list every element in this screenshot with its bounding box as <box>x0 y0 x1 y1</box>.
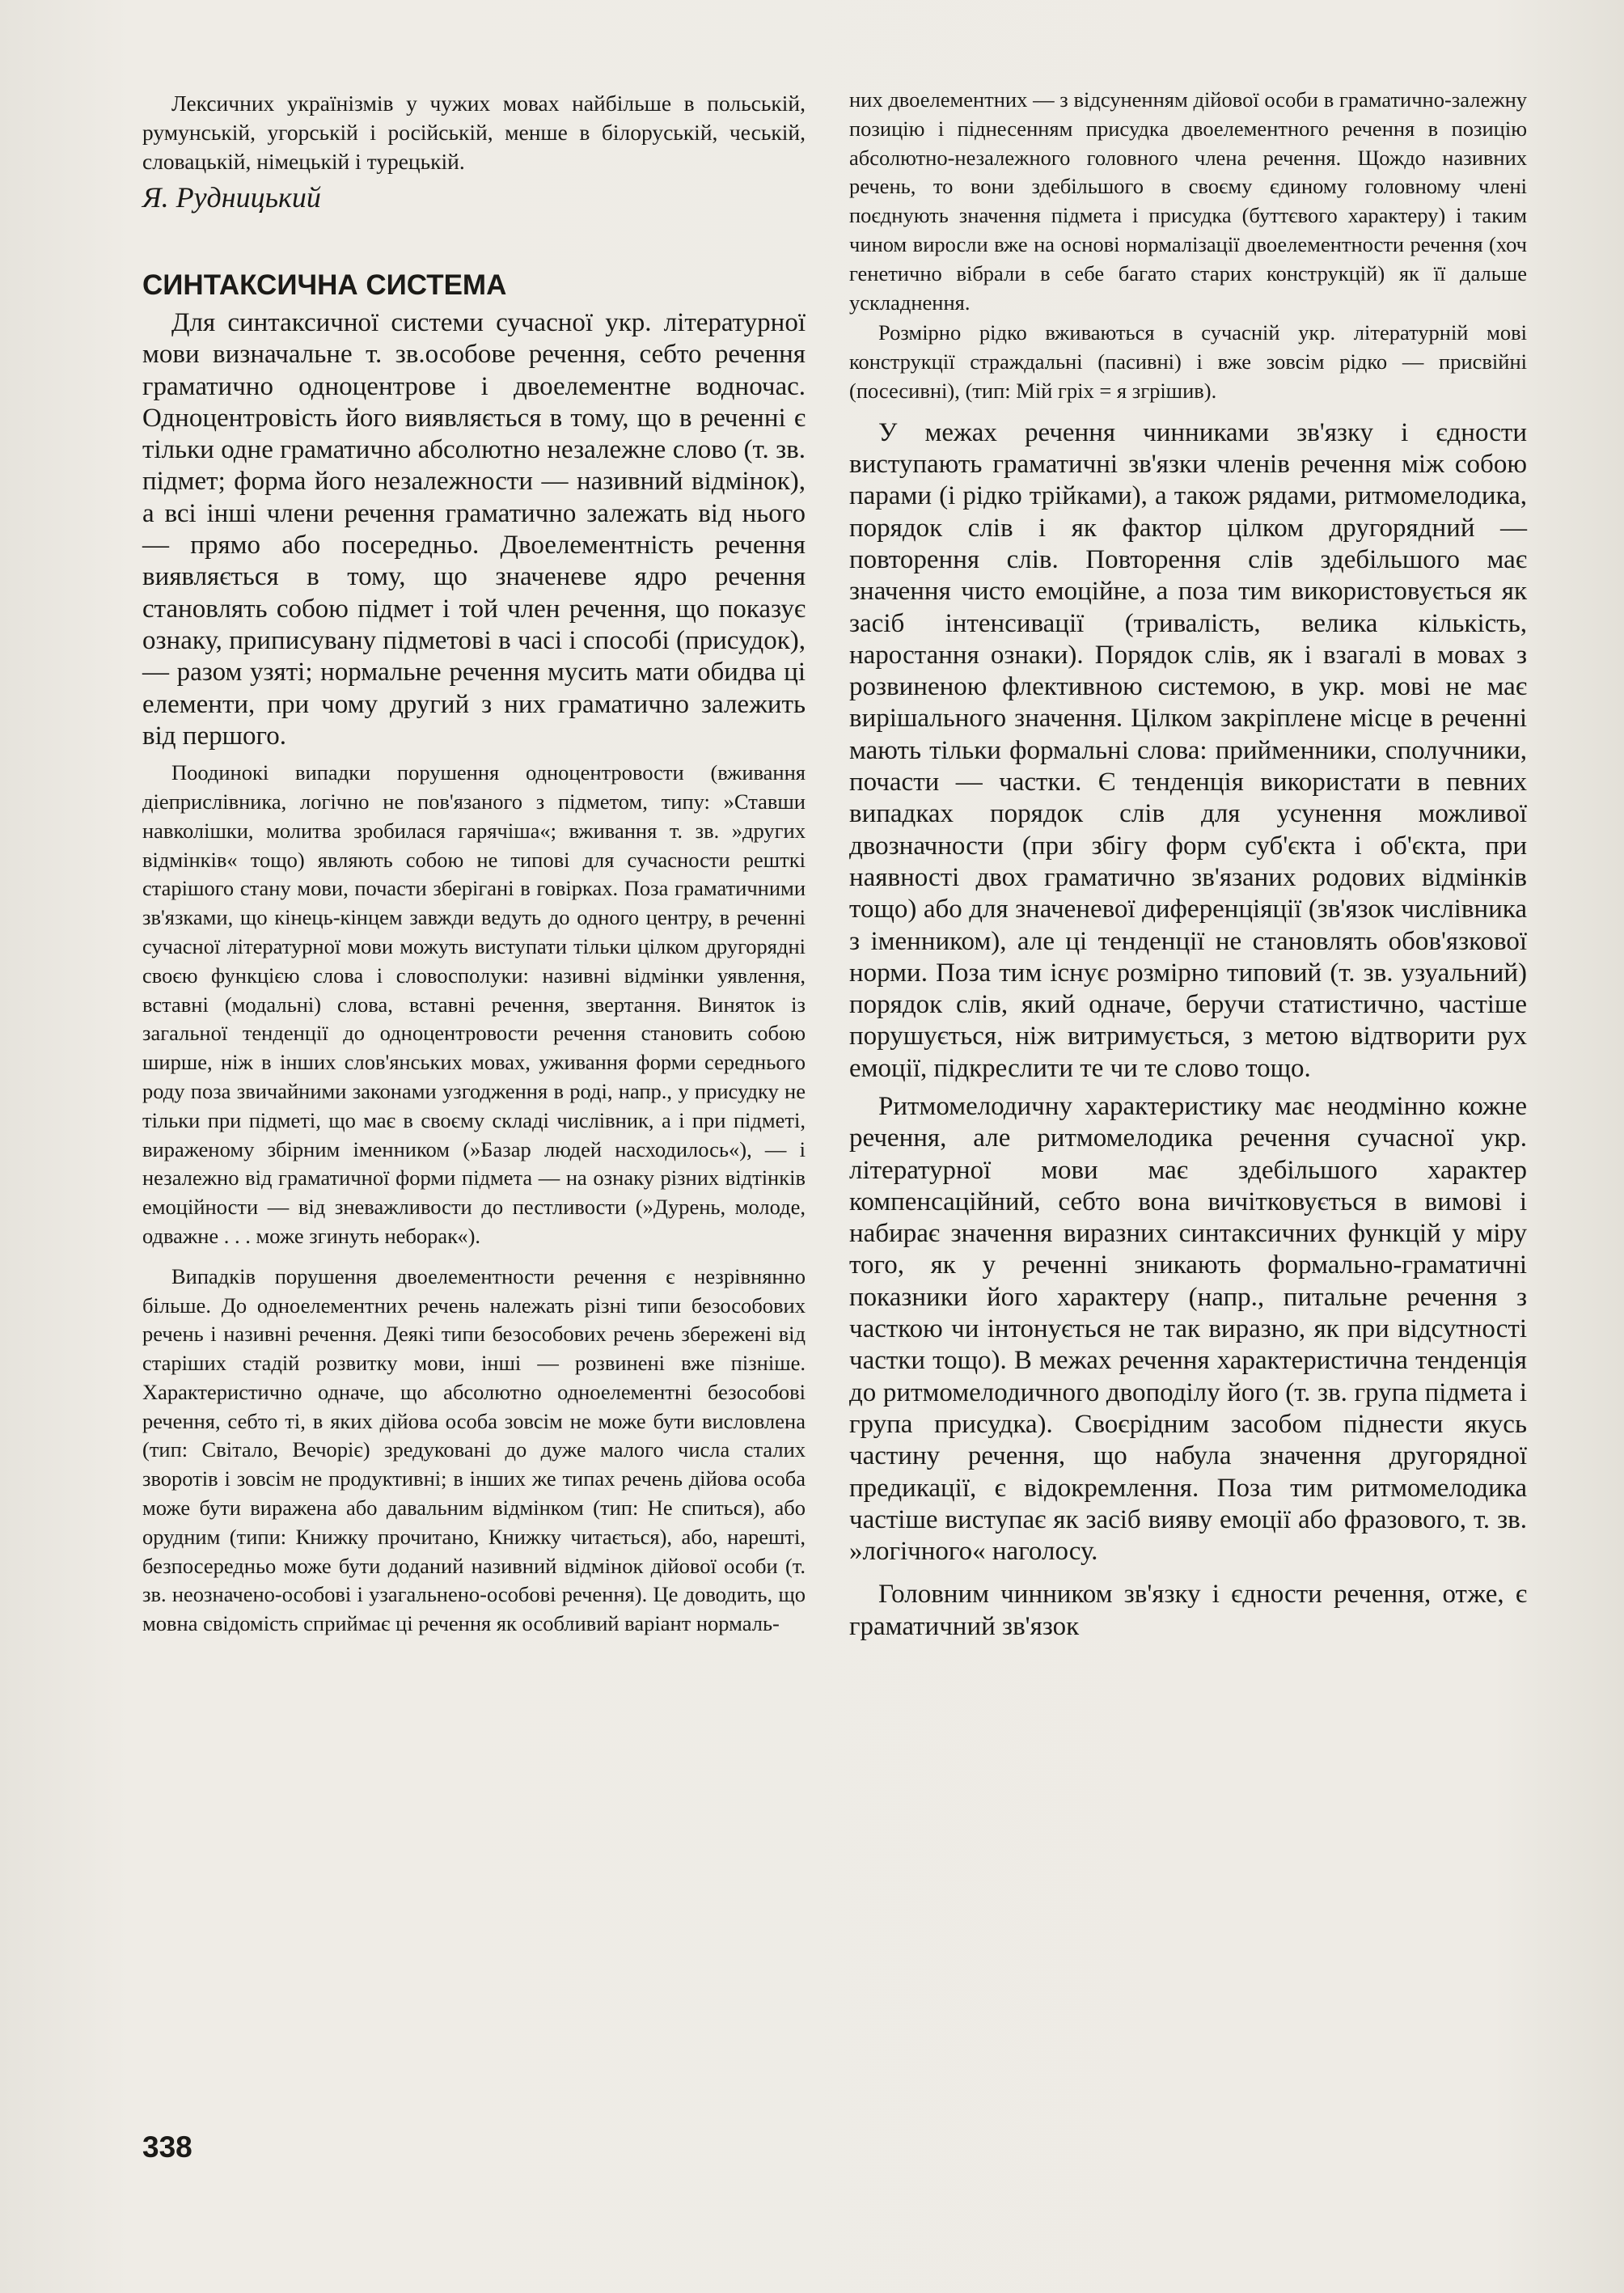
paragraph-small-2: Випадків порушення двоелементности речення є незрівнянно більше. До одноелементних речень належать різні типи безособових речень і називні речення. Деякі типи безособових речень збережені від старіших стадій розвитку мови, інші — розвинені вже пізніше. Характеристично одначе, що абсолютно одноелементні безособові речення, себто ті, в яких дійова особа зовсім не може бути висловлена (тип: Світало, Вечоріє) зредуковані до дуже малого числа сталих зворотів і зовсім не продуктивні; в інших же типах речень дійова особа може бути виражена або давальним відмінком (тип: Не спиться), або орудним (типи: Книжку прочитано, Книжку читається), або, нарешті, безпосередньо може бути доданий називний відмінок дійової особи (т. зв. неозначено-особові і узагальнено-особові речення). Це доводить, що мовна свідомість сприймає ці речення як особливий варіант нормаль- <box>142 1263 806 1636</box>
paragraph-small-3: Розмірно рідко вживаються в сучасній укр. літературній мові конструкції страждальні (пасивні) і вже зовсім рідко — присвійні (посесивні), (тип: Мій гріх = я згрішив). <box>849 320 1527 403</box>
page-number: 338 <box>142 2130 192 2164</box>
section-heading: СИНТАКСИЧНА СИСТЕМА <box>142 269 507 301</box>
right-column <box>849 86 1527 1643</box>
author-signature: Я. Рудницький <box>142 181 321 214</box>
paragraph-main-3: Ритмомелодичну характеристику має неодмінно кожне речення, але ритмомелодика речення сучасної укр. літературної мови має здебільшого характер компенсаційний, себто вона вичітковується в вимові і набирає значення виразних синтаксичних функцій у міру того, як у реченні зникають формально-граматичні показники його характеру (напр., питальне речення з часткою чи інтонується не так виразно, як при відсутності частки тощо). В межах речення характеристична тенденція до ритмомелодичного двоподілу його (т. зв. група підмета і група присудка). Своєрідним засобом піднести якусь частину речення, що набула значення другорядної предикації, є відокремлення. Поза тим ритмомелодика частіше виступає як засіб вияву емоції або фразового, т. зв. »логічного« наголосу. <box>849 1092 1527 1567</box>
paragraph-main-1: Для синтаксичної системи сучасної укр. літературної мови визначальне т. зв.особове речення, себто речення граматично одноцентрове і двоелементне водночас. Одноцентровість його виявляється в тому, що в реченні є тільки одне граматично абсолютно незалежне слово (т. зв. підмет; форма його незалежности — називний відмінок), а всі інші члени речення граматично залежать від нього — прямо або посередньо. Двоелементність речення виявляється в тому, що значеневе ядро речення становлять собою підмет і той член речення, що показує ознаку, приписувану підметові в часі і способі (присудок), — разом узяті; нормальне речення мусить мати обидва ці елементи, при чому другий з них граматично залежить від першого. <box>142 308 806 751</box>
epigraph-text: Лексичних українізмів у чужих мовах найбільше в польській, румунській, угорській і російській, менше в білоруській, чеській, словацькій, німецькій і турецькій. <box>142 91 806 174</box>
paragraph-small-1: Поодинокі випадки порушення одноцентровости (вживання діеприслівника, логічно не пов'язаного з підметом, типу: »Ставши навколішки, молитва зробилася гарячіша«; вживання т. зв. »других відмінків« тощо) являють собою не типові для сучасности решткі старішого стану мови, почасти зберігані в говірках. Поза граматичними зв'язками, що кінець-кінцем завжди ведуть до одного центру, в реченні сучасної літературної мови можуть виступати тільки цілком другорядні своєю функцією слова і словосполуки: називні відмінки уявлення, вставні (модальні) слова, вставні речення, звертання. Виняток із загальної тенденції до одноцентровости речення становить собою ширше, ніж в інших слов'янських мовах, уживання форми середнього роду поза звичайними законами узгодження в роді, напр., у присудку не тільки при підметі, що має в своєму складі числівник, а і при підметі, вираженому збірним іменником (»Базар людей насходилось«), — і незалежно від граматичної форми підмета — на ознаку різних відтінків емоційности — від зневажливости до пестливости (»Дурень, молоде, одважне . . . може згинуть неборак«). <box>142 760 806 1248</box>
paragraph-continued: них двоелементних — з відсуненням дійової особи в граматично-залежну позицію і піднесенням присудка двоелементного речення в позицію абсолютно-незалежного головного члена речення. Щождо називних речень, то вони здебільшого в своєму єдиному головному члені поєднують значення підмета і присудка (буттєвого характеру) і таким чином виросли вже на основі нормалізації двоелементности речення (хоч генетично вібрали в себе багато старих конструкцій) як її дальше ускладнення. <box>849 87 1527 315</box>
paragraph-main-4: Головним чинником зв'язку і єдности речення, отже, є граматичний зв'язок <box>849 1580 1527 1641</box>
left-column <box>142 89 806 1639</box>
paragraph-main-2: У межах речення чинниками зв'язку і єдности виступають граматичні зв'язки членів речення між собою парами (і рідко трійками), а також рядами, ритмомелодика, порядок слів і як фактор цілком другорядний — повторення слів. Повторення слів здебільшого має значення чисто емоційне, а поза тим використовується як засіб інтенсивації (тривалість, велика кількість, наростання ознаки). Порядок слів, як і взагалі в мовах з розвиненою флективною системою, в укр. мові не має вирішального значення. Цілком закріплене місце в реченні мають тільки формальні слова: прийменники, сполучники, почасти — частки. Є тенденція використати в певних випадках порядок слів для усунення можливої двозначности (при збігу форм суб'єкта і об'єкта, при наявності двох граматично зв'язаних родових відмінків тощо) або для значеневої диференціяції (зв'язок числівника з іменником), але ці тенденції не становлять обов'язкової норми. Поза тим існує розмірно типовий (т. зв. узуальний) порядок слів, який одначе, беручи статистично, частіше порушується, ніж витримується, з метою відтворити рух емоції, підкреслити те чи те слово тощо. <box>849 417 1527 1083</box>
